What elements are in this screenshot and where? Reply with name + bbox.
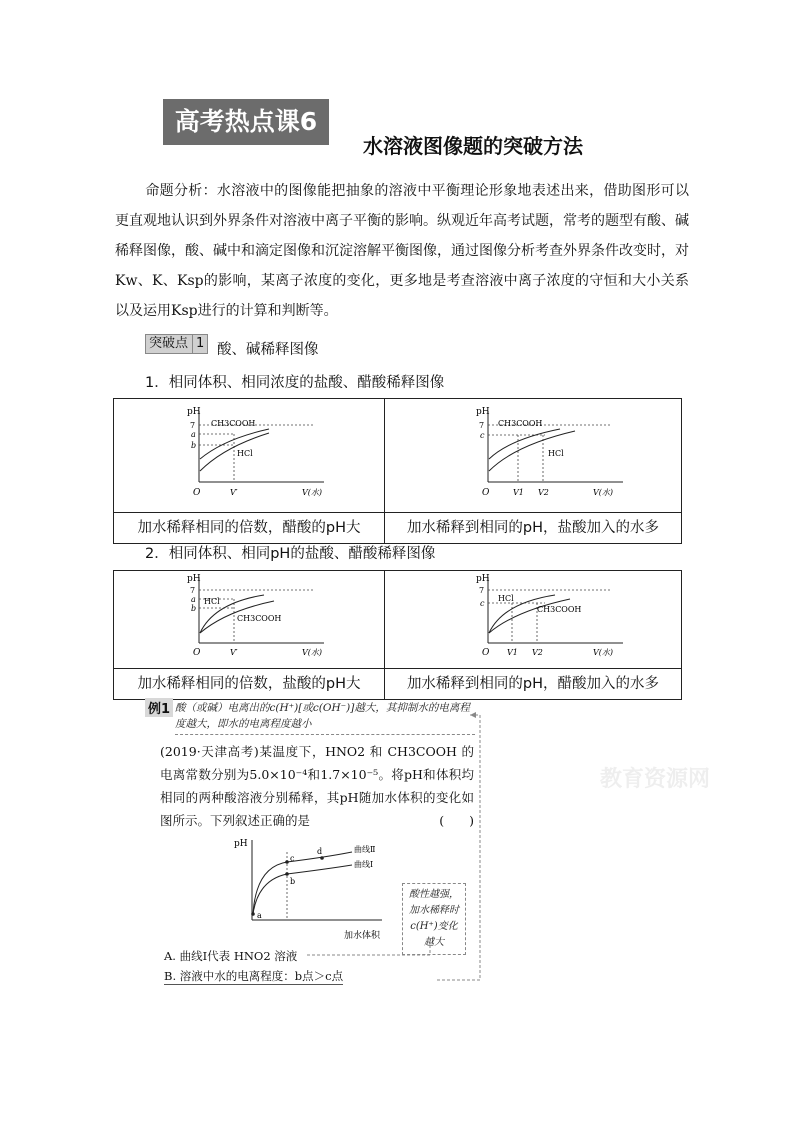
side-connector-line [305, 945, 430, 955]
tick-b: b [191, 441, 197, 450]
part1-table [113, 398, 682, 544]
point-a [251, 912, 255, 916]
origin-label: O [482, 648, 490, 658]
x-tick-v2: V2 [538, 488, 549, 497]
point-b [285, 872, 289, 876]
x-axis-label: V(水) [302, 648, 323, 657]
point-c [285, 860, 289, 864]
x-axis-label: V(水) [593, 648, 614, 657]
graph-same-conc-same-dilution [114, 399, 384, 508]
x-axis-label: 加水体积 [344, 931, 381, 941]
section-tag [145, 334, 208, 354]
part1-left-caption: 加水稀释相同的倍数，醋酸的pH大 [114, 513, 385, 544]
label-b: b [290, 877, 296, 886]
label-d: d [317, 847, 323, 856]
label-hcl: HCl [548, 449, 564, 458]
label-hcl: HCl [498, 594, 514, 603]
option-a: A. 曲线Ⅰ代表 HNO2 溶液 [164, 949, 298, 963]
part2-table [113, 570, 682, 700]
part1-graph-right [385, 399, 682, 513]
y-axis-label: pH [476, 574, 490, 584]
tick-7: 7 [479, 586, 485, 595]
graph-same-ph-same-result [385, 571, 681, 664]
tick-b: b [191, 604, 197, 613]
part2-right-caption: 加水稀释到相同的pH，醋酸加入的水多 [385, 669, 682, 700]
tick-7: 7 [190, 586, 196, 595]
tick-a: a [191, 595, 196, 604]
label-ch3cooh: CH3COOH [498, 419, 543, 428]
connector-arrow [470, 712, 476, 718]
tick-c: c [480, 431, 485, 440]
section-title: 酸、碱稀释图像 [217, 342, 319, 358]
section-tag-number: 1 [192, 335, 204, 353]
tick-7: 7 [479, 421, 485, 430]
y-axis-label: pH [187, 407, 201, 417]
curve-1 [253, 865, 352, 914]
tick-a: a [191, 430, 196, 439]
graph-same-ph-same-dilution [114, 571, 384, 664]
side-note-connector [300, 943, 440, 959]
part1-right-caption: 加水稀释到相同的pH，盐酸加入的水多 [385, 513, 682, 544]
label-ch3cooh: CH3COOH [237, 614, 282, 623]
intro-paragraph [115, 176, 689, 326]
label-hcl: HCl [204, 597, 220, 606]
example-label: 例1 [145, 698, 173, 717]
part1-graph-left [114, 399, 385, 513]
part2-graph-right [385, 571, 682, 669]
y-axis-label: pH [476, 407, 490, 417]
point-d [320, 856, 324, 860]
part2-graph-left [114, 571, 385, 669]
side-note: 酸性越强，加水稀释时c(H⁺)变化越大 [402, 883, 466, 955]
part1-heading: 1．相同体积、相同浓度的盐酸、醋酸稀释图像 [145, 375, 445, 391]
x-tick-v1: V1 [513, 488, 524, 497]
part2-left-caption: 加水稀释相同的倍数，盐酸的pH大 [114, 669, 385, 700]
watermark: 教育资源网 [600, 767, 711, 792]
label-curve-2: 曲线Ⅱ [354, 845, 376, 854]
origin-label: O [193, 648, 201, 658]
tick-7: 7 [190, 421, 196, 430]
label-a: a [257, 911, 262, 920]
curve-ch3cooh [200, 429, 269, 459]
graph-same-conc-same-ph [385, 399, 681, 508]
example-graph [232, 832, 402, 944]
example-top-note: 酸（或碱）电离出的c(H⁺)[或c(OH⁻)]越大，其抑制水的电离程度越大，即水的电离程度越小 [175, 700, 475, 735]
lesson-badge: 高考热点课6 [163, 99, 329, 145]
label-curve-1: 曲线Ⅰ [354, 860, 374, 869]
x-tick-v1: V1 [507, 648, 518, 657]
y-axis-label: pH [234, 839, 248, 849]
label-ch3cooh: CH3COOH [211, 419, 256, 428]
x-tick-vprime: V′ [230, 488, 238, 497]
origin-label: O [482, 488, 490, 498]
part2-heading: 2．相同体积、相同pH的盐酸、醋酸稀释图像 [145, 546, 436, 562]
x-tick-vprime: V′ [230, 648, 238, 657]
label-hcl: HCl [237, 449, 253, 458]
intro-text: 命题分析：水溶液中的图像能把抽象的溶液中平衡理论形象地表述出来，借助图形可以更直观地认识到外界条件对溶液中离子平衡的影响。纵观近年高考试题，常考的题型有酸、碱稀释图像，酸、碱中和滴定图像和沉淀溶解平衡图像，通过图像分析考查外界条件改变时，对Kw、K、Ksp的影响，某离子浓度的变化，更多地是考查溶液中离子浓度的守恒和大小关系以及运用Ksp进行的计算和判断等。 [115, 183, 689, 319]
label-ch3cooh: CH3COOH [537, 605, 582, 614]
page-title: 水溶液图像题的突破方法 [363, 134, 583, 158]
x-axis-label: V(水) [593, 488, 614, 497]
x-axis-label: V(水) [302, 488, 323, 497]
tick-c: c [480, 599, 485, 608]
example-stem [160, 740, 474, 832]
option-b: B. 溶液中水的电离程度：b点＞c点 [164, 969, 344, 983]
y-axis-label: pH [187, 574, 201, 584]
example-stem-text: (2019·天津高考)某温度下，HNO2 和 CH3COOH 的电离常数分别为5.0×10⁻⁴和1.7×10⁻⁵。将pH和体积均相同的两种酸溶液分别稀释，其pH随加水体积的变化如图所示。下列叙述正确的是 [160, 744, 474, 828]
answer-bracket: ( ) [439, 813, 474, 828]
label-c: c [290, 854, 295, 863]
x-tick-v2: V2 [532, 648, 543, 657]
origin-label: O [193, 488, 201, 498]
section-tag-label: 突破点 [149, 336, 189, 351]
